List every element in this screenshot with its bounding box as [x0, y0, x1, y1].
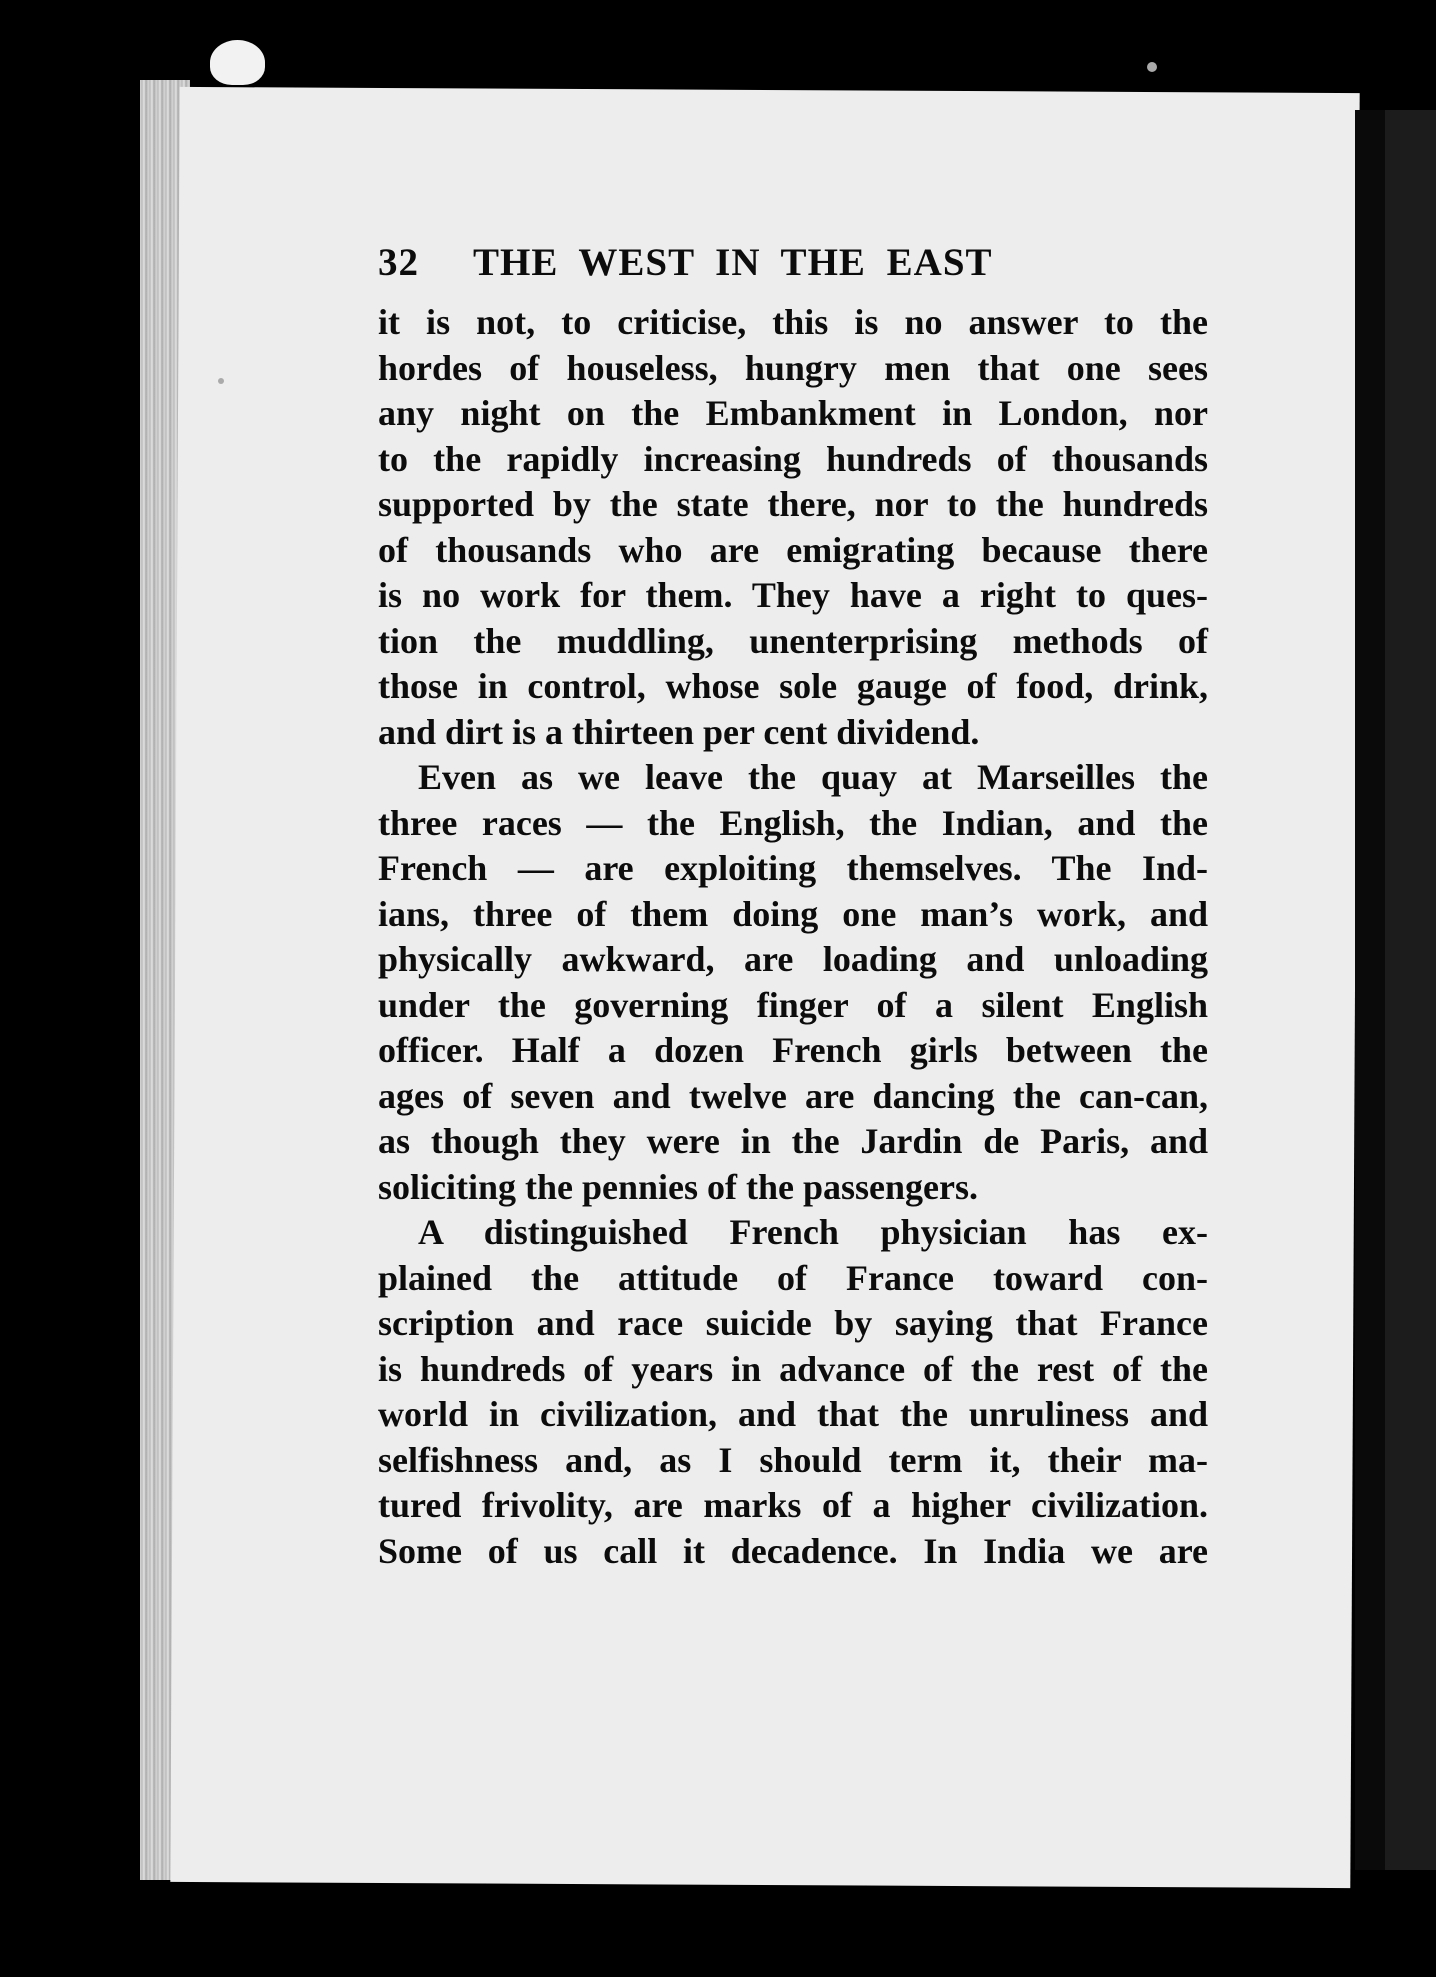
running-title: THE WEST IN THE EAST — [473, 241, 993, 284]
text-line: under the governing finger of a silent English — [378, 984, 1208, 1025]
text-line: physically awkward, are loading and unloading — [378, 939, 1208, 979]
body-text — [378, 300, 1208, 1574]
running-header — [378, 240, 1208, 300]
text-line: Some of us call it decadence. In India we are — [378, 1530, 1208, 1571]
text-line: to the rapidly increasing hundreds of thousands — [378, 438, 1208, 479]
text-line: hordes of houseless, hungry men that one sees — [378, 347, 1208, 388]
text-line: French — are exploiting themselves. The Ind- — [378, 848, 1208, 888]
text-line: scription and race suicide by saying that France — [378, 1303, 1208, 1343]
page-content — [378, 240, 1208, 1574]
text-line: plained the attitude of France toward con- — [378, 1257, 1208, 1298]
text-line: tion the muddling, unenterprising methods of — [378, 620, 1208, 661]
text-line: those in control, whose sole gauge of food, drink, — [378, 666, 1208, 706]
text-line: it is not, to criticise, this is no answer to the — [378, 302, 1208, 342]
text-line: tured frivolity, are marks of a higher civilization. — [378, 1485, 1208, 1525]
text-line: as though they were in the Jardin de Paris, and — [378, 1121, 1208, 1161]
text-line: is hundreds of years in advance of the rest of the — [378, 1348, 1208, 1389]
text-line: ages of seven and twelve are dancing the can-can, — [378, 1075, 1208, 1116]
text-line: world in civilization, and that the unruliness and — [378, 1394, 1208, 1434]
text-line: of thousands who are emigrating because there — [378, 529, 1208, 570]
text-line: three races — the English, the Indian, and the — [378, 802, 1208, 843]
text-line: selfishness and, as I should term it, their ma- — [378, 1439, 1208, 1480]
text-line: officer. Half a dozen French girls between the — [378, 1030, 1208, 1070]
scan-speck — [218, 378, 224, 384]
text-line: ians, three of them doing one man’s work, and — [378, 893, 1208, 934]
scan-corner-mark — [210, 40, 265, 85]
adjacent-page-strip — [1385, 110, 1436, 1870]
text-line: Even as we leave the quay at Marseilles the — [418, 757, 1208, 797]
right-page-edge — [1355, 110, 1385, 1870]
text-line: A distinguished French physician has ex- — [418, 1212, 1208, 1252]
text-line: supported by the state there, nor to the hundreds — [378, 484, 1208, 524]
scan-speck — [1147, 62, 1157, 72]
text-line: and dirt is a thirteen per cent dividend. — [378, 711, 980, 752]
page-number: 32 — [378, 241, 419, 284]
text-line: any night on the Embankment in London, nor — [378, 393, 1208, 433]
text-line: soliciting the pennies of the passengers. — [378, 1166, 979, 1207]
text-line: is no work for them. They have a right to ques- — [378, 575, 1208, 615]
